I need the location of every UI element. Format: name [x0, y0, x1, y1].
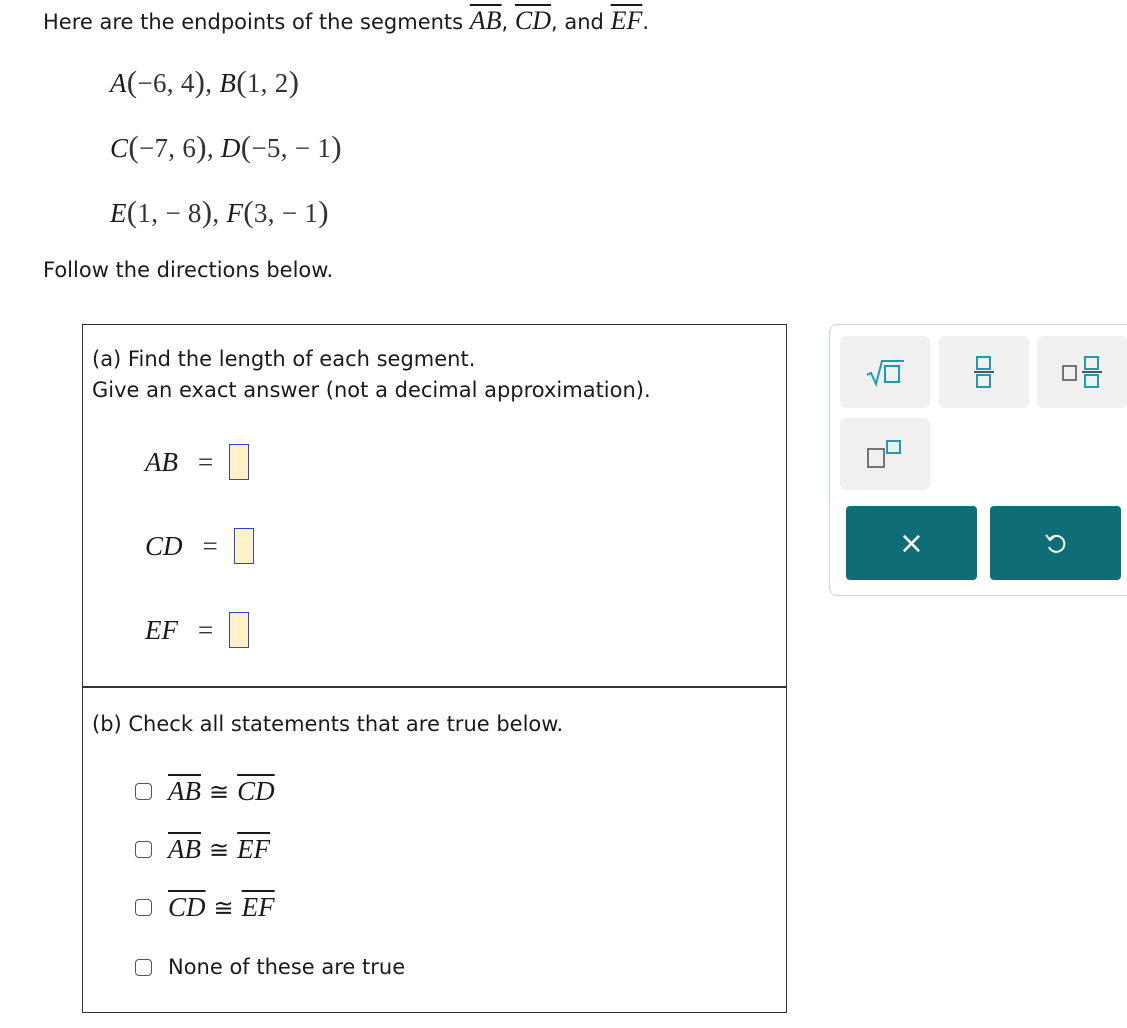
- point-x: 1: [137, 198, 152, 228]
- mixed-number-button[interactable]: [1037, 336, 1127, 408]
- point-y: − 1: [281, 198, 319, 228]
- answer-label: AB: [145, 446, 178, 477]
- equals-sign: =: [198, 614, 214, 645]
- point-name: D: [220, 133, 241, 163]
- segment-ef-label: $\overline{EF}$: [610, 6, 643, 35]
- checkbox-ab-ef[interactable]: [135, 841, 152, 858]
- none-label: None of these are true: [168, 955, 406, 979]
- answer-label: EF: [145, 614, 178, 645]
- point-x: −6: [137, 68, 167, 98]
- point-name: B: [219, 68, 237, 98]
- undo-button[interactable]: [990, 506, 1121, 580]
- point-y: − 1: [294, 133, 332, 163]
- statement-left: $\overline{AB}$: [168, 776, 201, 806]
- intro-sep1: ,: [501, 10, 515, 34]
- directions-text: Follow the directions below.: [43, 258, 334, 282]
- answer-input-ab[interactable]: [229, 444, 249, 480]
- sqrt-button[interactable]: [840, 336, 930, 408]
- statement-row-2[interactable]: [135, 834, 270, 865]
- undo-icon: [1045, 531, 1067, 555]
- fraction-icon: [972, 355, 996, 389]
- part-a-note: Give an exact answer (not a decimal approximation).: [92, 378, 651, 402]
- point-name: F: [226, 198, 244, 228]
- answer-row-cd: [145, 528, 254, 564]
- point-y: 2: [274, 68, 289, 98]
- segment-ab-label: $\overline{AB}$: [469, 6, 502, 35]
- mixed-number-icon: [1060, 355, 1104, 389]
- point-x: −5: [251, 133, 281, 163]
- point-y: 4: [180, 68, 195, 98]
- points-line-ef: E(1, − 8), F(3, − 1): [110, 194, 329, 229]
- checkbox-none[interactable]: [135, 959, 152, 976]
- answer-input-ef[interactable]: [229, 612, 249, 648]
- point-y: − 8: [165, 198, 202, 228]
- answer-row-ab: [145, 444, 249, 480]
- problem-intro: [43, 6, 649, 36]
- congruent-symbol: ≅: [213, 893, 234, 922]
- point-name: A: [110, 68, 127, 98]
- segment-cd-label: $\overline{CD}$: [514, 6, 552, 35]
- fraction-button[interactable]: [939, 336, 1029, 408]
- part-a-instruction: (a) Find the length of each segment.: [92, 347, 476, 371]
- statement-right: $\overline{EF}$: [237, 834, 271, 864]
- sqrt-icon: [864, 357, 906, 387]
- points-line-ab: A(−6, 4), B(1, 2): [110, 64, 300, 99]
- equals-sign: =: [198, 446, 214, 477]
- congruent-symbol: ≅: [209, 777, 230, 806]
- point-y: 6: [182, 133, 197, 163]
- answer-row-ef: [145, 612, 249, 648]
- statement-row-1[interactable]: [135, 776, 275, 807]
- statement-row-none[interactable]: [135, 955, 405, 979]
- exponent-icon: [865, 439, 905, 469]
- statement-right: $\overline{EF}$: [241, 892, 275, 922]
- point-name: E: [110, 198, 127, 228]
- point-x: −7: [138, 133, 169, 163]
- statement-row-3[interactable]: [135, 892, 275, 923]
- answer-label: CD: [145, 530, 183, 561]
- exponent-button[interactable]: [840, 418, 930, 490]
- answer-input-cd[interactable]: [234, 528, 254, 564]
- statement-right: $\overline{CD}$: [237, 776, 275, 806]
- points-line-cd: C(−7, 6), D(−5, − 1): [110, 129, 342, 164]
- clear-button[interactable]: [846, 506, 977, 580]
- section-divider: [82, 686, 787, 688]
- statement-left: $\overline{AB}$: [168, 834, 201, 864]
- intro-suffix: .: [642, 10, 650, 34]
- point-x: 1: [246, 68, 261, 98]
- equals-sign: =: [202, 530, 218, 561]
- statement-left: $\overline{CD}$: [168, 892, 206, 922]
- close-icon: ×: [898, 525, 925, 561]
- intro-prefix: Here are the endpoints of the segments: [43, 10, 470, 34]
- checkbox-cd-ef[interactable]: [135, 899, 152, 916]
- part-b-title: (b) Check all statements that are true below.: [92, 712, 564, 736]
- part-a-title: [92, 344, 651, 406]
- intro-sep2: , and: [551, 10, 611, 34]
- congruent-symbol: ≅: [209, 835, 230, 864]
- point-name: C: [110, 133, 129, 163]
- point-x: 3: [253, 198, 268, 228]
- checkbox-ab-cd[interactable]: [135, 783, 152, 800]
